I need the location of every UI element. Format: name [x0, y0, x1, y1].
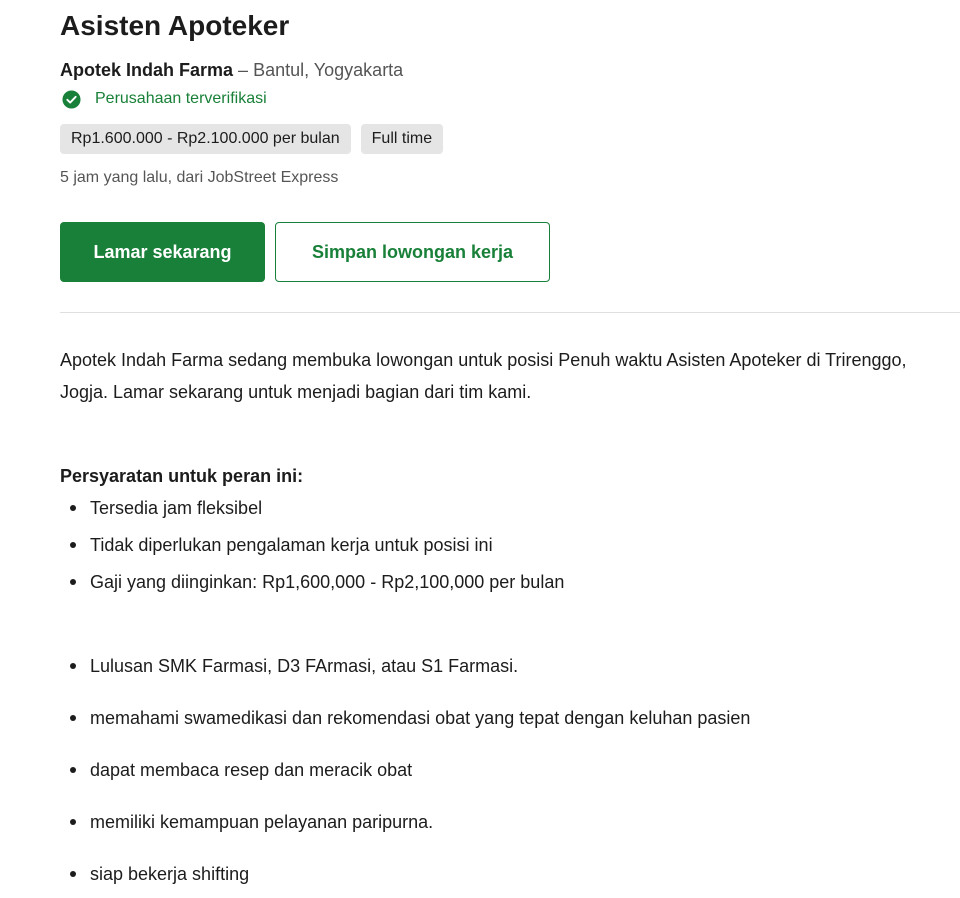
divider: [60, 312, 960, 313]
list-item: Tersedia jam fleksibel: [90, 495, 262, 521]
verified-badge: [62, 88, 267, 110]
job-title: Asisten Apoteker: [60, 10, 290, 41]
job-intro: Apotek Indah Farma sedang membuka lowongan untuk posisi Penuh waktu Asisten Apoteker di Trirenggo, Jogja. Lamar sekarang untuk menjadi bagian dari tim kami.: [60, 350, 907, 402]
requirements-heading: Persyaratan untuk peran ini:: [60, 466, 304, 486]
job-tags: [60, 124, 443, 154]
list-item: memiliki kemampuan pelayanan paripurna.: [90, 809, 433, 835]
company-separator: –: [238, 60, 249, 80]
list-item: Lulusan SMK Farmasi, D3 FArmasi, atau S1 Farmasi.: [90, 653, 518, 679]
list-item: memahami swamedikasi dan rekomendasi obat yang tepat dengan keluhan pasien: [90, 705, 750, 731]
list-item: Tidak diperlukan pengalaman kerja untuk posisi ini: [90, 532, 493, 558]
save-job-button[interactable]: Simpan lowongan kerja: [275, 222, 550, 282]
list-item: Gaji yang diinginkan: Rp1,600,000 - Rp2,100,000 per bulan: [90, 569, 564, 595]
list-item: dapat membaca resep dan meracik obat: [90, 757, 412, 783]
check-circle-icon: [62, 90, 81, 109]
list-item: siap bekerja shifting: [90, 861, 249, 887]
salary-tag: Rp1.600.000 - Rp2.100.000 per bulan: [60, 124, 351, 154]
work-type-tag: Full time: [361, 124, 443, 154]
company-name[interactable]: Apotek Indah Farma: [60, 60, 234, 80]
company-line: [60, 58, 403, 82]
posted-info: 5 jam yang lalu, dari JobStreet Express: [60, 169, 339, 186]
verified-label: Perusahaan terverifikasi: [95, 90, 267, 107]
job-location: Bantul, Yogyakarta: [253, 60, 404, 80]
apply-now-button[interactable]: Lamar sekarang: [60, 222, 265, 282]
